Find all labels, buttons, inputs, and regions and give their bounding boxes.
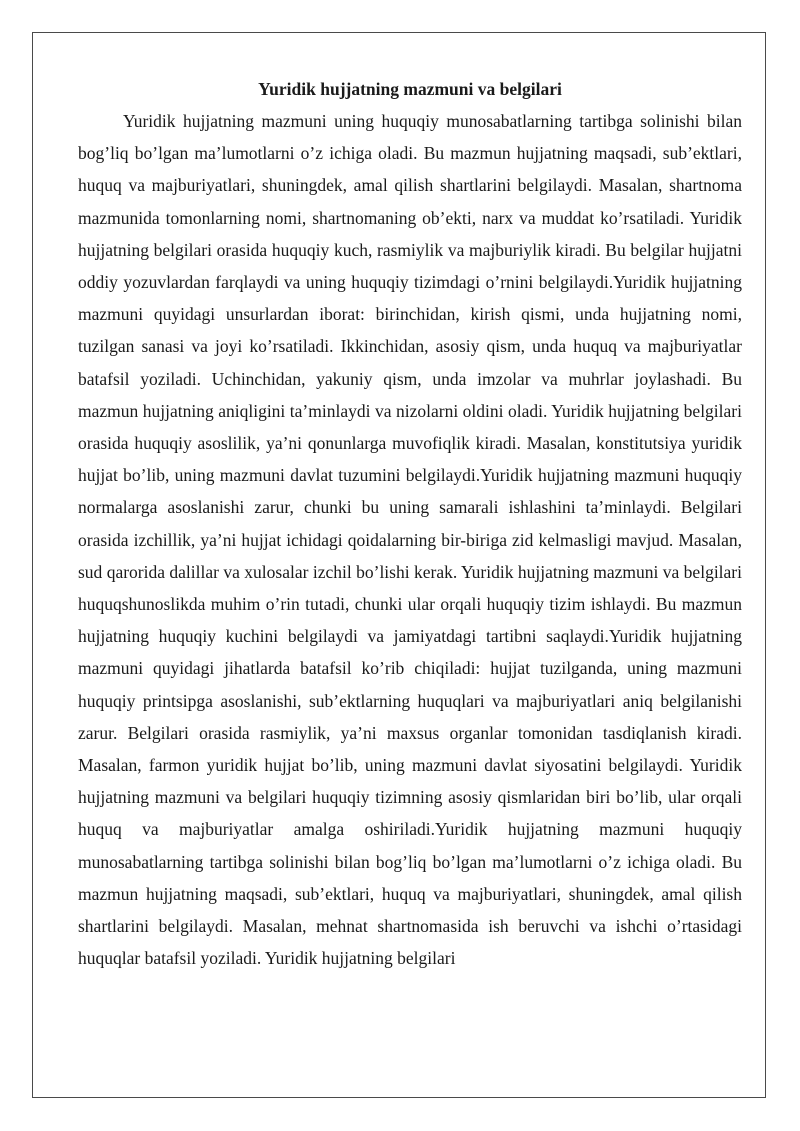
- document-content: [78, 73, 742, 974]
- document-body-paragraph: Yuridik hujjatning mazmuni uning huquqiy munosabatlarning tartibga solinishi bilan bog’liq bo’lgan ma’lumotlarni o’z ichiga oladi. Bu mazmun hujjatning maqsadi, sub’ektlari, huquq va majburiyatlari, shuningdek, amal qilish shartlarini belgilaydi. Masalan, shartnoma mazmunida tomonlarning nomi, shartnomaning ob’ekti, narx va muddat ko’rsatiladi. Yuridik hujjatning belgilari orasida huquqiy kuch, rasmiylik va majburiylik kiradi. Bu belgilar hujjatni oddiy yozuvlardan farqlaydi va uning huquqiy tizimdagi o’rnini belgilaydi.Yuridik hujjatning mazmuni quyidagi unsurlardan iborat: birinchidan, kirish qismi, unda hujjatning nomi, tuzilgan sanasi va joyi ko’rsatiladi. Ikkinchidan, asosiy qism, unda huquq va majburiyatlar batafsil yoziladi. Uchinchidan, yakuniy qism, unda imzolar va muhrlar joylashadi. Bu mazmun hujjatning aniqligini ta’minlaydi va nizolarni oldini oladi. Yuridik hujjatning belgilari orasida huquqiy asoslilik, ya’ni qonunlarga muvofiqlik kiradi. Masalan, konstitutsiya yuridik hujjat bo’lib, uning mazmuni davlat tuzumini belgilaydi.Yuridik hujjatning mazmuni huquqiy normalarga asoslanishi zarur, chunki bu uning samarali ishlashini ta’minlaydi. Belgilari orasida izchillik, ya’ni hujjat ichidagi qoidalarning bir-biriga zid kelmasligi mavjud. Masalan, sud qarorida dalillar va xulosalar izchil bo’lishi kerak. Yuridik hujjatning mazmuni va belgilari huquqshunoslikda muhim o’rin tutadi, chunki ular orqali huquqiy tizim ishlaydi. Bu mazmun hujjatning huquqiy kuchini belgilaydi va jamiyatdagi tartibni saqlaydi.Yuridik hujjatning mazmuni quyidagi jihatlarda batafsil ko’rib chiqiladi: hujjat tuzilganda, uning mazmuni huquqiy printsipga asoslanishi, sub’ektlarning huquqlari va majburiyatlari aniq belgilanishi zarur. Belgilari orasida rasmiylik, ya’ni maxsus organlar tomonidan tasdiqlanish kiradi. Masalan, farmon yuridik hujjat bo’lib, uning mazmuni davlat siyosatini belgilaydi. Yuridik hujjatning mazmuni va belgilari huquqiy tizimning asosiy qismlaridan biri bo’lib, ular orqali huquq va majburiyatlar amalga oshiriladi.Yuridik hujjatning mazmuni huquqiy munosabatlarning tartibga solinishi bilan bog’liq bo’lgan ma’lumotlarni o’z ichiga oladi. Bu mazmun hujjatning maqsadi, sub’ektlari, huquq va majburiyatlari, shuningdek, amal qilish shartlarini belgilaydi. Masalan, mehnat shartnomasida ish beruvchi va ishchi o’rtasidagi huquqlar batafsil yoziladi. Yuridik hujjatning belgilari: [78, 111, 742, 969]
- document-title: Yuridik hujjatning mazmuni va belgilari: [258, 79, 562, 99]
